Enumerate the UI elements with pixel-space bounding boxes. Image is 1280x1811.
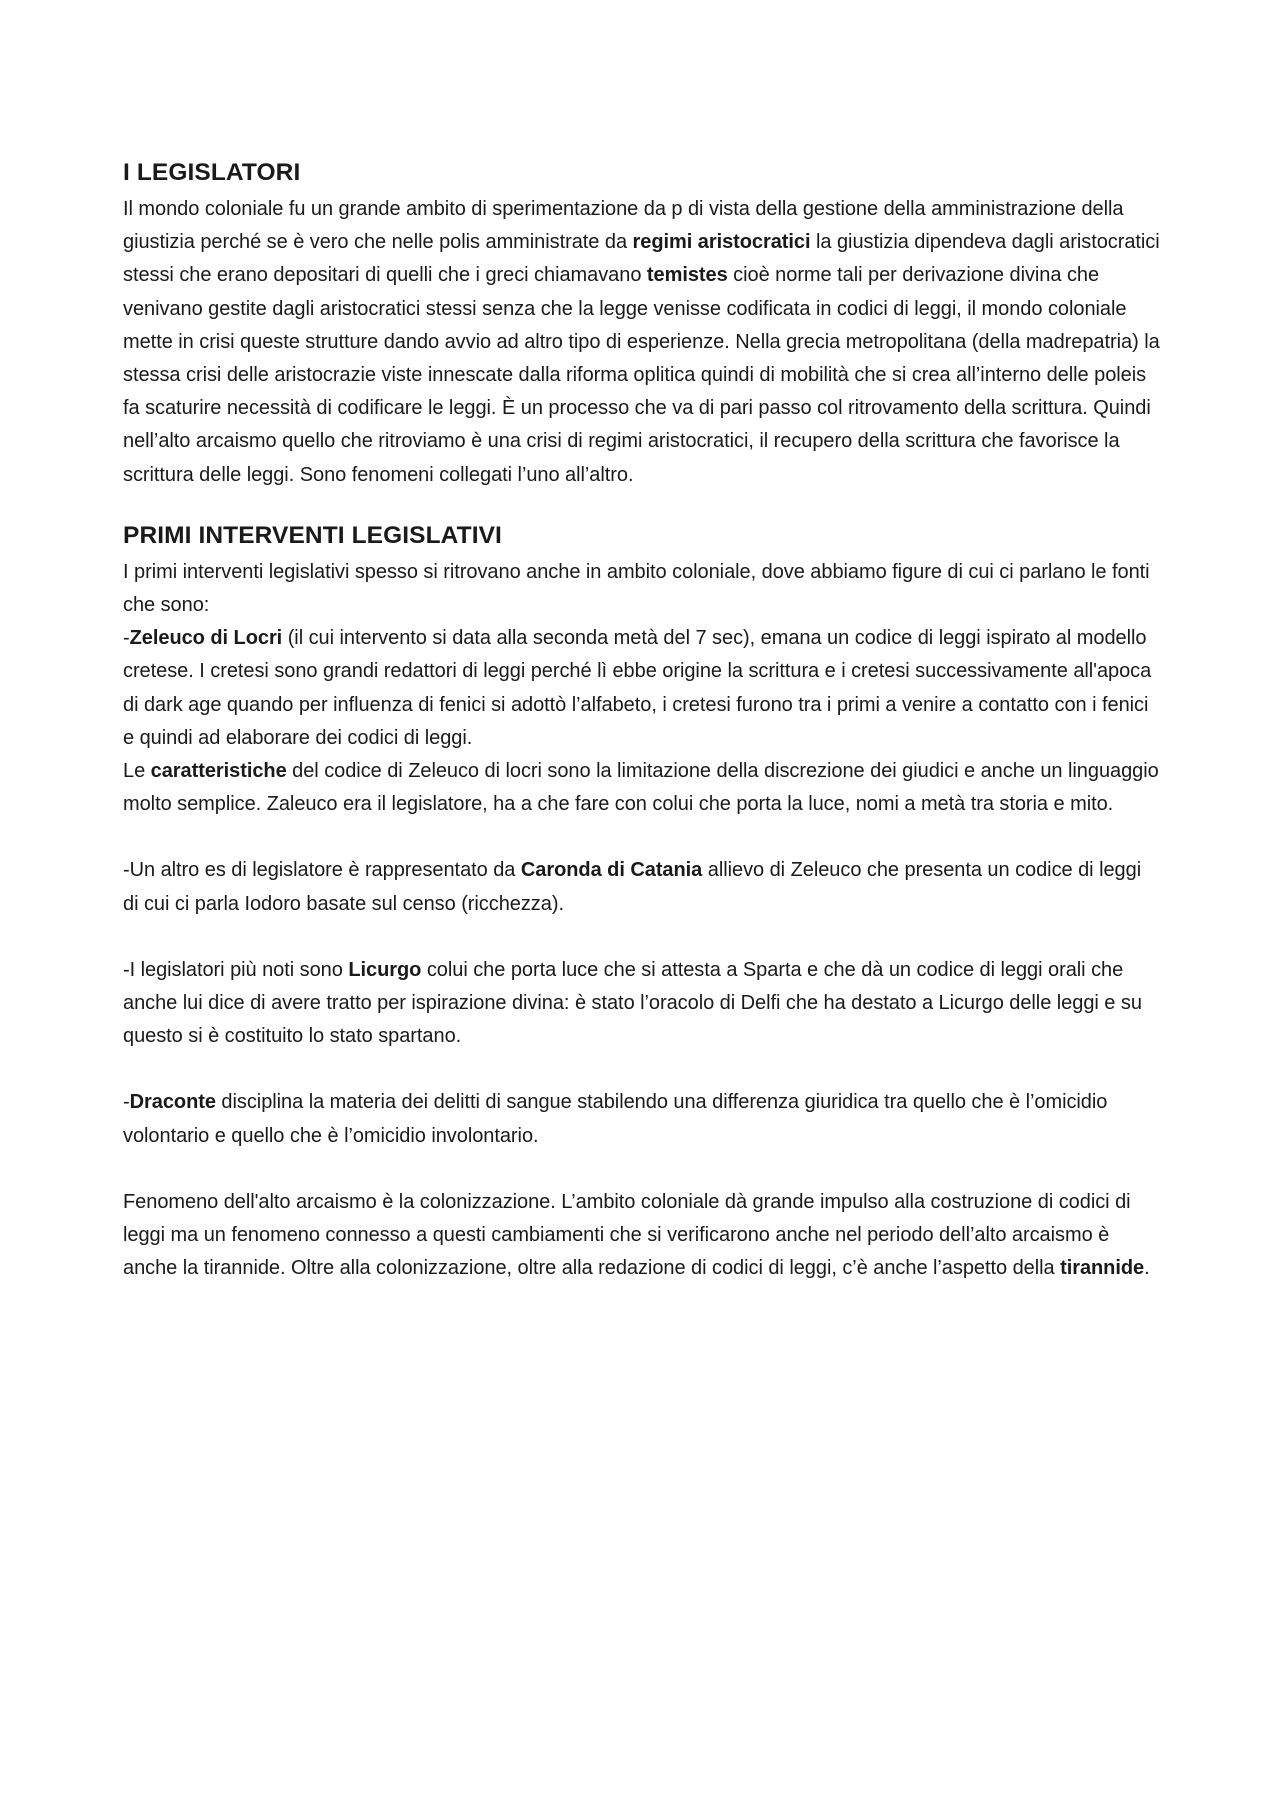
text: allievo di Zeleuco che presenta un codice di leggi di cui ci parla Iodoro basate sul censo (ricchezza). [123, 859, 1142, 915]
paragraph-intro: I primi interventi legislativi spesso si ritrovano anche in ambito coloniale, dove abbiamo figure di cui ci parlano le fonti che sono: [123, 560, 1150, 617]
paragraph-legislatori [123, 193, 1160, 492]
text: -I legislatori più noti sono [123, 958, 349, 981]
text: Il mondo coloniale fu un grande ambito di sperimentazione da p di vista della gestione della amministrazione della giustizia perché se è vero che nelle polis amministrate da [123, 198, 1124, 254]
text: -Un altro es di legislatore è rappresentato da [123, 859, 521, 882]
text: (il cui intervento si data alla seconda metà del 7 sec), emana un codice di leggi ispirato al modello cretese. I cretesi sono grandi redattori di leggi perché lì ebbe origine la scrittura e i cretesi successivamente all'apoca di dark age quando per influenza di fenici si adottò l’alfabeto, i cretesi furono tra i primi a venire a contatto con i fenici e quindi ad elaborare dei codici di leggi. [123, 627, 1152, 749]
bold-caratteristiche: caratteristiche [150, 760, 287, 783]
bold-tirannide: tirannide [1060, 1257, 1145, 1280]
bold-zeleuco-di-locri: Zeleuco di Locri [129, 627, 283, 650]
section-title-primi-interventi: PRIMI INTERVENTI LEGISLATIVI [123, 521, 502, 549]
paragraph-licurgo [123, 954, 1160, 1054]
section-title-legislatori: I LEGISLATORI [123, 159, 301, 186]
text: disciplina la materia dei delitti di sangue stabilendo una differenza giuridica tra quello che è l’omicidio volontario e quello che è l’omicidio involontario. [123, 1091, 1108, 1147]
bold-temistes: temistes [646, 264, 728, 287]
paragraph-caronda [123, 854, 1160, 920]
paragraph-tirannide [123, 1186, 1160, 1286]
paragraph-draconte [123, 1086, 1160, 1152]
dash: - [123, 1091, 130, 1114]
text: colui che porta luce che si attesta a Sparta e che dà un codice di leggi orali che anche lui dice di avere tratto per ispirazione divina: è stato l’oracolo di Delfi che ha destato a Licurgo delle leggi e su questo si è costituito lo stato spartano. [123, 958, 1142, 1048]
bold-draconte: Draconte [129, 1091, 216, 1114]
paragraph-zeleuco [123, 622, 1160, 755]
dash: - [123, 627, 130, 650]
text: . [1144, 1257, 1150, 1280]
text: Le [123, 760, 151, 783]
bold-licurgo: Licurgo [348, 958, 422, 981]
bold-regimi-aristocratici: regimi aristocratici [632, 231, 811, 254]
text: del codice di Zeleuco di locri sono la limitazione della discrezione dei giudici e anche un linguaggio molto semplice. Zaleuco era il legislatore, ha a che fare con colui che porta la luce, nomi a metà tra storia e mito. [123, 760, 1159, 816]
text: Fenomeno dell'alto arcaismo è la colonizzazione. L’ambito coloniale dà grande impulso alla costruzione di codici di leggi ma un fenomeno connesso a questi cambiamenti che si verificarono anche nel periodo dell’alto arcaismo è anche la tirannide. Oltre alla colonizzazione, oltre alla redazione di codici di leggi, c’è anche l’aspetto della [123, 1190, 1131, 1280]
text: la giustizia dipendeva dagli aristocratici stessi che erano depositari di quelli che i greci chiamavano [123, 231, 1160, 287]
bold-caronda-di-catania: Caronda di Catania [520, 859, 703, 882]
paragraph-caratteristiche [123, 755, 1160, 821]
text: cioè norme tali per derivazione divina che venivano gestite dagli aristocratici stessi senza che la legge venisse codificata in codici di leggi, il mondo coloniale mette in crisi queste strutture dando avvio ad altro tipo di esperienze. Nella grecia metropolitana (della madrepatria) la stessa crisi delle aristocrazie viste innescate dalla riforma oplitica quindi di mobilità che si crea all’interno delle poleis fa scaturire necessità di codificare le leggi. È un processo che va di pari passo col ritrovamento della scrittura. Quindi nell’alto arcaismo quello che ritroviamo è una crisi di regimi aristocratici, il recupero della scrittura che favorisce la scrittura delle leggi. Sono fenomeni collegati l’uno all’altro. [123, 264, 1160, 486]
